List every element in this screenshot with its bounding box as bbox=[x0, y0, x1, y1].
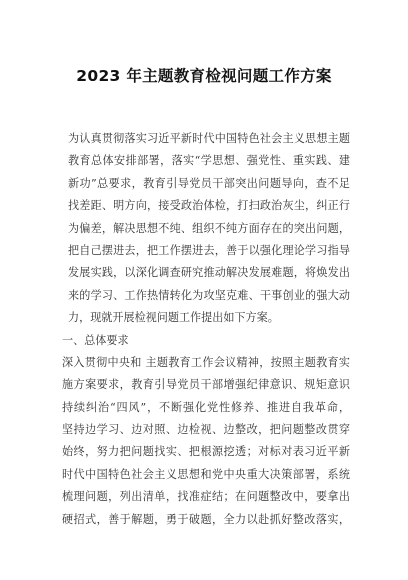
body-line: 发展实践，以深化调查研究推动解决发展难题，将焕发出 bbox=[68, 266, 350, 280]
body-line: 把自己摆进去，把工作摆进去，善于以强化理论学习指导 bbox=[68, 243, 350, 257]
body-line: 为偏差，解决思想不纯、组织不纯方面存在的突出问题， bbox=[68, 221, 350, 235]
body-line: 为认真贯彻落实习近平新时代中国特色社会主义思想主题 bbox=[68, 132, 350, 145]
document-body bbox=[62, 128, 350, 531]
body-line: 新功”总要求，教育引导党员干部突出问题导向，查不足 bbox=[68, 176, 350, 190]
body-line: 硬招式，善于解题，勇于破题，全力以赴抓好整改落实， bbox=[62, 512, 350, 526]
body-line: 坚持边学习、边对照、边检视、边整改，把问题整改贯穿 bbox=[62, 423, 350, 437]
body-line: 持续纠治“四风”，不断强化党性修养、推进自我革命， bbox=[62, 400, 350, 414]
body-line: 施方案要求，教育引导党员干部增强纪律意识、规矩意识 bbox=[62, 378, 350, 392]
body-line: 找差距、明方向，接受政治体检，打扫政治灰尘，纠正行 bbox=[68, 199, 350, 213]
body-line: 始终，努力把问题找实、把根源挖透；对标对表习近平新 bbox=[62, 445, 350, 459]
body-line: 梳理问题，列出清单，找准症结；在问题整改中，要拿出 bbox=[62, 490, 350, 504]
body-line: 来的学习、工作热情转化为攻坚克难、干事创业的强大动 bbox=[68, 288, 350, 302]
body-line: 深入贯彻中央和 主题教育工作会议精神，按照主题教育实 bbox=[62, 355, 350, 369]
body-line: 时代中国特色社会主义思想和党中央重大决策部署，系统 bbox=[62, 467, 350, 481]
body-line: 教育总体安排部署，落实“学思想、强党性、重实践、建 bbox=[68, 154, 350, 168]
section-heading: 一、总体要求 bbox=[62, 333, 129, 347]
document-title: 2023 年主题教育检视问题工作方案 bbox=[76, 67, 332, 85]
body-line: 力，现就开展检视问题工作提出如下方案。 bbox=[68, 311, 279, 325]
